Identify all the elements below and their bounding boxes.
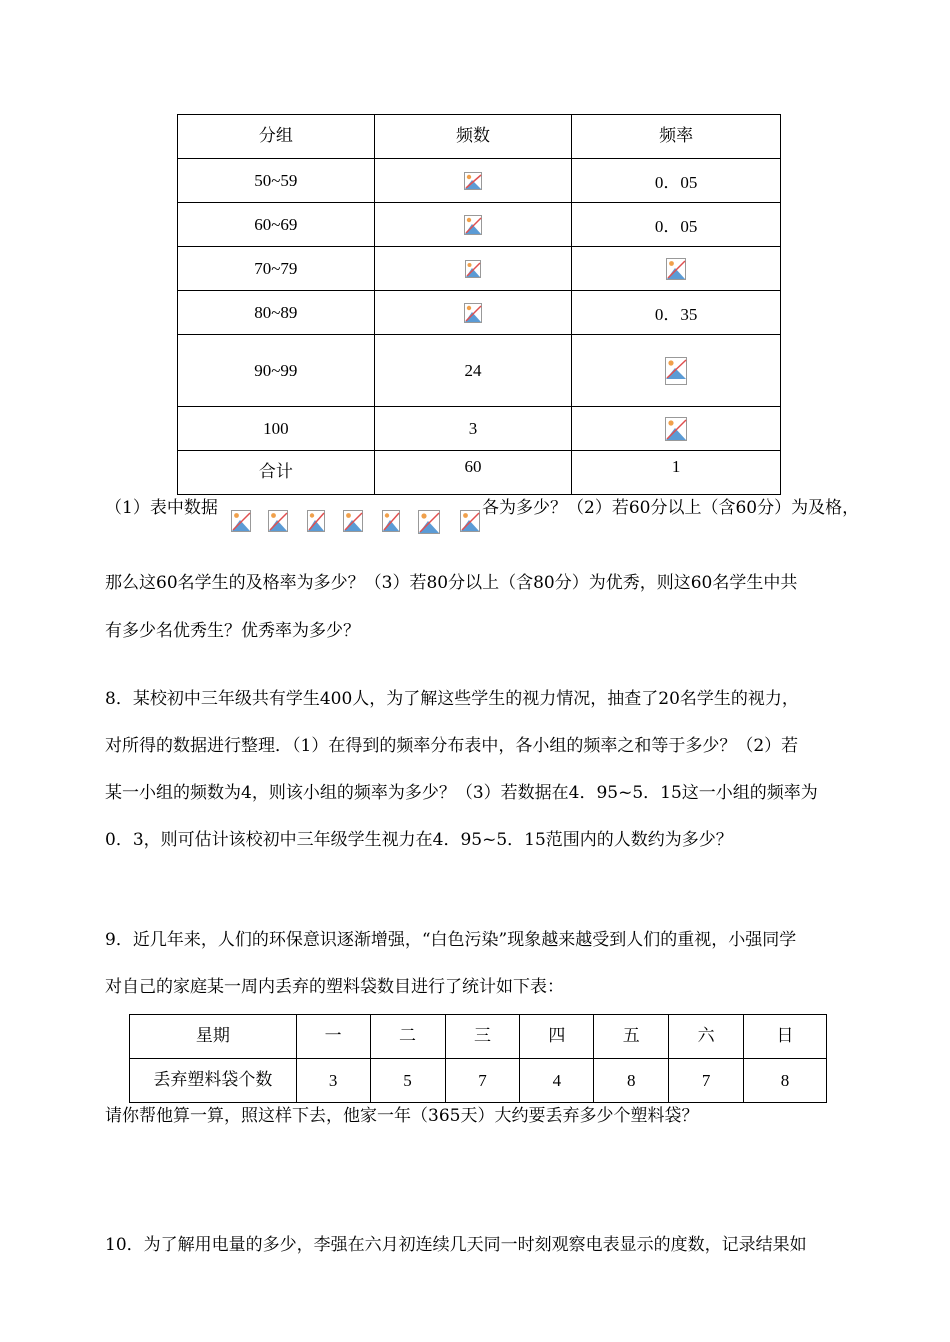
cell-group: 70~79 [178, 247, 375, 291]
broken-image-icon [464, 172, 482, 190]
cell-rate [572, 407, 781, 451]
broken-image-icon [307, 510, 325, 532]
q7-inline-images [231, 510, 481, 534]
cell-rate: 0．05 [572, 159, 781, 203]
broken-image-icon [231, 510, 251, 532]
count-cell: 7 [445, 1059, 520, 1103]
broken-image-icon [464, 215, 482, 235]
q8-line-3: 某一小组的频数为4，则该小组的频率为多少？（3）若数据在4．95~5．15这一小组的频率为 [105, 783, 818, 803]
broken-image-icon [382, 510, 400, 532]
q7-line-3: 有多少名优秀生？优秀率为多少？ [105, 621, 360, 641]
cell-frequency: 24 [374, 335, 572, 407]
cell-group: 100 [178, 407, 375, 451]
day-cell: 二 [370, 1015, 445, 1059]
count-cell: 7 [669, 1059, 744, 1103]
cell-rate: 0．05 [572, 203, 781, 247]
day-cell: 五 [594, 1015, 669, 1059]
cell-frequency: 3 [374, 407, 572, 451]
plastic-bag-table [129, 1014, 827, 1103]
day-cell: 四 [520, 1015, 594, 1059]
broken-image-icon [666, 258, 686, 280]
q8-line-4: 0．3，则可估计该校初中三年级学生视力在4．95~5．15范围内的人数约为多少？ [105, 830, 733, 850]
q9-after-table: 请你帮他算一算，照这样下去，他家一年（365天）大约要丢弃多少个塑料袋？ [105, 1106, 699, 1126]
count-cell: 5 [370, 1059, 445, 1103]
header-frequency: 频数 [374, 115, 572, 159]
broken-image-icon [465, 260, 481, 278]
cell-group: 合计 [178, 451, 375, 495]
day-cell: 六 [669, 1015, 744, 1059]
cell-group: 50~59 [178, 159, 375, 203]
table-row [178, 247, 781, 291]
cell-rate: 0．35 [572, 291, 781, 335]
broken-image-icon [665, 357, 687, 385]
count-cell: 3 [296, 1059, 370, 1103]
broken-image-icon [464, 303, 482, 323]
cell-frequency [374, 203, 572, 247]
q7-line-1-start: （1）表中数据 [105, 498, 218, 518]
q9-line-2: 对自己的家庭某一周内丢弃的塑料袋数目进行了统计如下表： [105, 977, 564, 997]
table-row [178, 335, 781, 407]
broken-image-icon [268, 510, 288, 532]
count-cell: 8 [594, 1059, 669, 1103]
q10-line-1: 10．为了解用电量的多少，李强在六月初连续几天同一时刻观察电表显示的度数，记录结果如 [105, 1235, 807, 1255]
day-cell: 日 [744, 1015, 827, 1059]
header-group: 分组 [178, 115, 375, 159]
cell-frequency [374, 291, 572, 335]
day-cell: 三 [445, 1015, 520, 1059]
cell-group: 90~99 [178, 335, 375, 407]
broken-image-icon [460, 510, 480, 532]
cell-frequency: 60 [374, 451, 572, 495]
weekday-row [130, 1015, 827, 1059]
q8-line-1: 8．某校初中三年级共有学生400人，为了解这些学生的视力情况，抽查了20名学生的视力， [105, 689, 799, 709]
day-cell: 一 [296, 1015, 370, 1059]
cell-frequency [374, 247, 572, 291]
row-label-weekday: 星期 [130, 1015, 297, 1059]
count-row [130, 1059, 827, 1103]
cell-frequency [374, 159, 572, 203]
header-rate: 频率 [572, 115, 781, 159]
cell-group: 60~69 [178, 203, 375, 247]
cell-group: 80~89 [178, 291, 375, 335]
q8-line-2: 对所得的数据进行整理．（1）在得到的频率分布表中，各小组的频率之和等于多少？（2）若 [105, 736, 799, 756]
frequency-table [177, 114, 781, 495]
count-cell: 4 [520, 1059, 594, 1103]
cell-rate [572, 247, 781, 291]
q7-line-2: 那么这60名学生的及格率为多少？（3）若80分以上（含80分）为优秀，则这60名学生中共 [105, 573, 798, 593]
broken-image-icon [665, 417, 687, 441]
table-row [178, 203, 781, 247]
broken-image-icon [343, 510, 363, 532]
cell-rate [572, 335, 781, 407]
table-row [178, 159, 781, 203]
table-header-row [178, 115, 781, 159]
count-cell: 8 [744, 1059, 827, 1103]
cell-rate: 1 [572, 451, 781, 495]
table-row-total [178, 451, 781, 495]
table-row [178, 291, 781, 335]
row-label-count: 丢弃塑料袋个数 [130, 1059, 297, 1103]
q9-line-1: 9．近几年来，人们的环保意识逐渐增强，“白色污染”现象越来越受到人们的重视，小强同学 [105, 930, 797, 950]
table-row [178, 407, 781, 451]
q7-line-1-end: 各为多少？（2）若60分以上（含60分）为及格， [482, 498, 860, 518]
broken-image-icon [418, 510, 440, 534]
